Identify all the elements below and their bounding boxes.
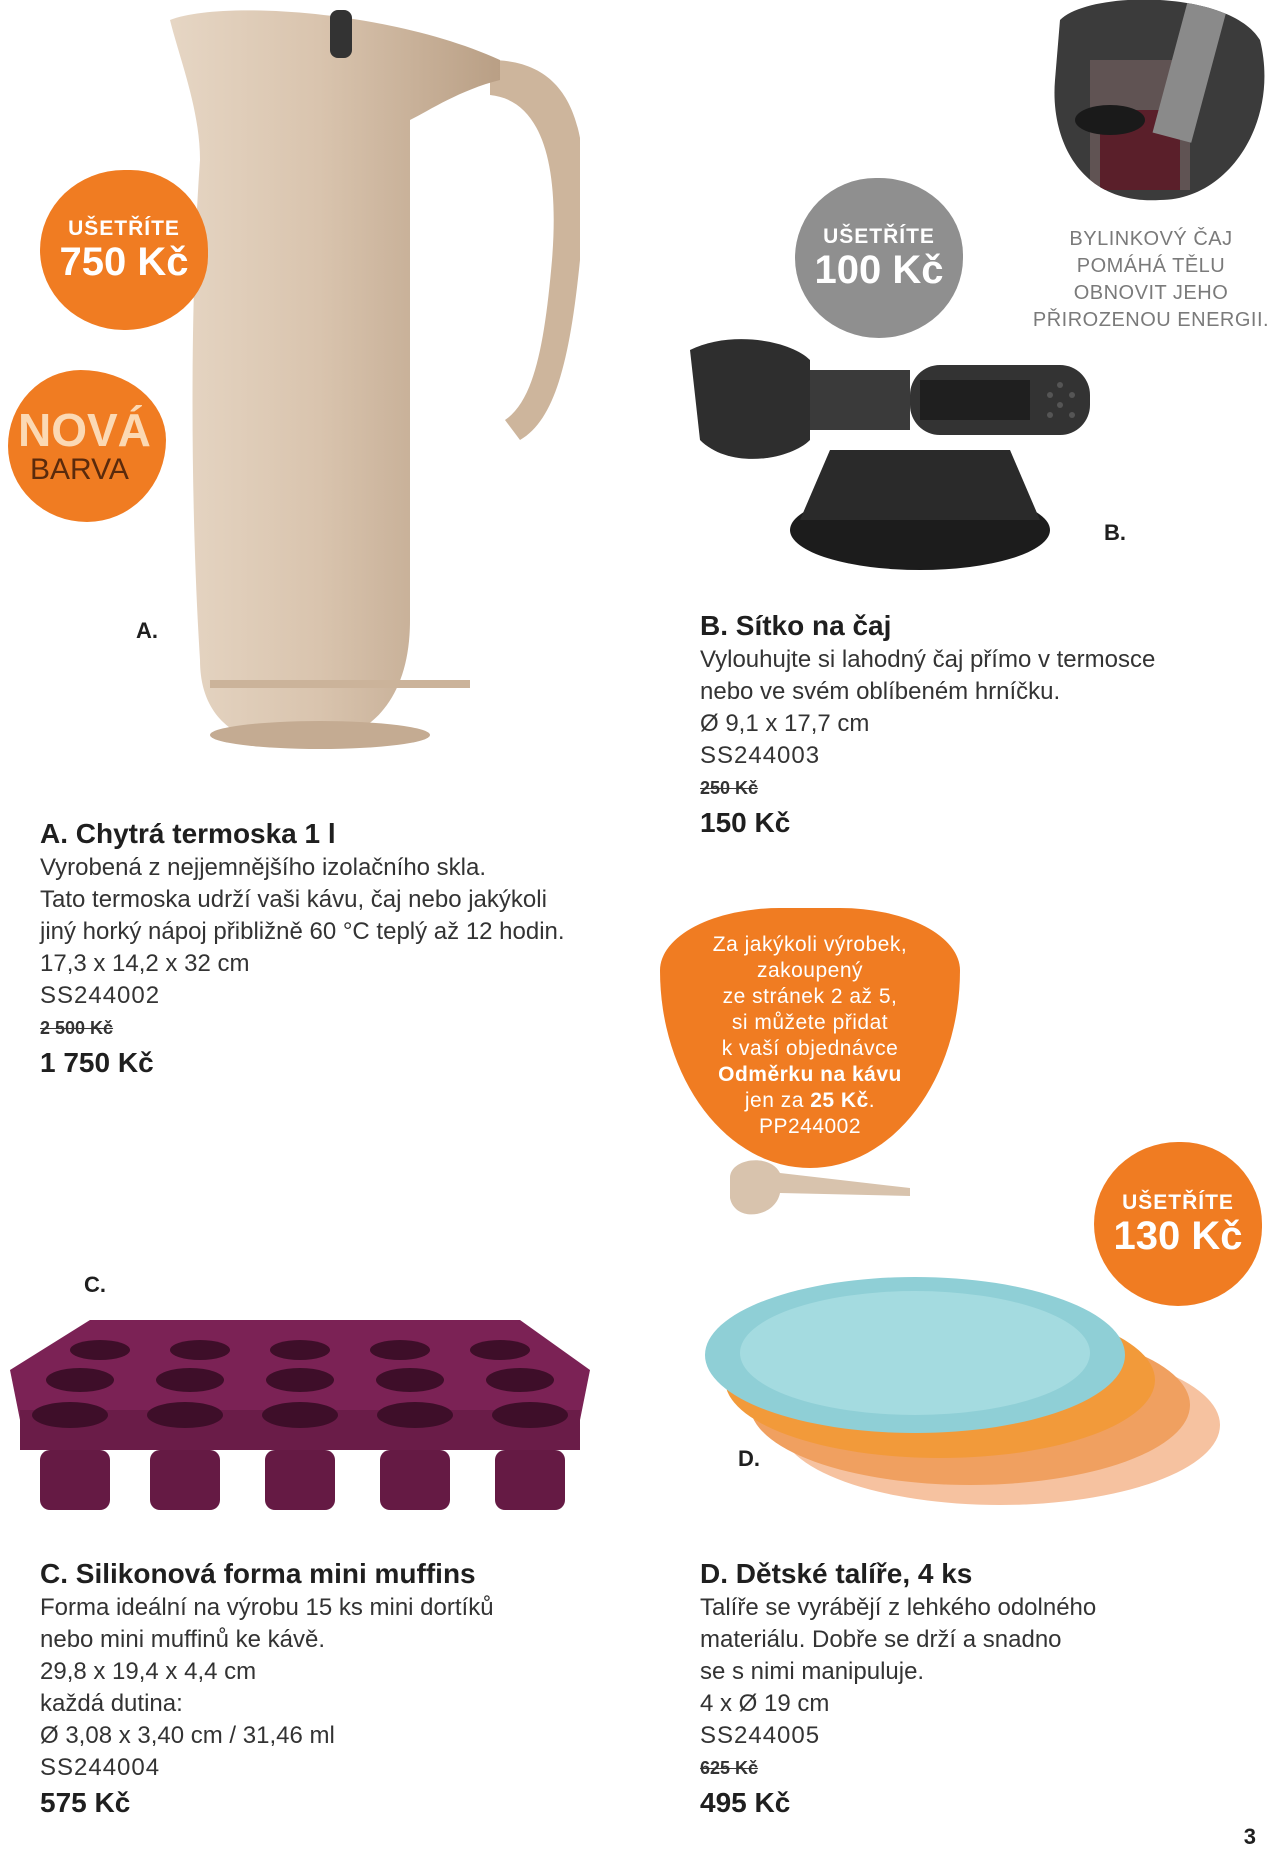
promo-offer [660, 908, 960, 1168]
product-desc-line: Talíře se vyrábějí z lehkého odolného [700, 1594, 1097, 1621]
product-price: 495 Kč [700, 1787, 791, 1818]
tea-note [1022, 226, 1280, 334]
product-desc-line: se s nimi manipuluje. [700, 1658, 925, 1685]
product-desc-line: Vyrobená z nejjemnějšího izolačního skla. [40, 854, 487, 881]
promo-code: PP244002 [758, 1115, 862, 1138]
promo-price-prefix: jen za [744, 1089, 811, 1112]
product-title: D. Dětské talíře, 4 ks [700, 1558, 973, 1589]
tea-note-line: POMÁHÁ TĚLU [1076, 255, 1226, 277]
product-desc-line: materiálu. Dobře se drží a snadno [700, 1626, 1062, 1653]
tea-note-line: BYLINKOVÝ ČAJ [1069, 228, 1233, 250]
product-old-price: 625 Kč [700, 1758, 759, 1778]
tea-photo [1050, 0, 1265, 205]
product-code: SS244003 [700, 742, 821, 769]
savings-badge-amount: 130 Kč [1113, 1214, 1243, 1258]
product-size: 4 x Ø 19 cm [700, 1690, 830, 1717]
product-code: SS244002 [40, 982, 161, 1009]
muffin-mold-image [0, 1310, 600, 1530]
promo-line: k vaší objednávce [721, 1037, 899, 1060]
promo-line: Za jakýkoli výrobek, [712, 933, 908, 956]
promo-price: 25 Kč [810, 1089, 869, 1112]
product-old-price: 2 500 Kč [40, 1018, 114, 1038]
product-price: 1 750 Kč [40, 1047, 154, 1078]
product-code: SS244005 [700, 1722, 821, 1749]
tea-strainer-image [670, 320, 1110, 580]
product-cavity-size: Ø 3,08 x 3,40 cm / 31,46 ml [40, 1722, 335, 1749]
new-color-line1: NOVÁ [18, 403, 151, 456]
product-size: Ø 9,1 x 17,7 cm [700, 710, 870, 737]
product-desc-line: jiný horký nápoj přibližně 60 °C teplý až 12 hodin. [40, 918, 565, 945]
plates-image [700, 1265, 1230, 1525]
tea-note-line: PŘIROZENOU ENERGII. [1032, 309, 1270, 331]
savings-badge-amount: 100 Kč [814, 248, 944, 292]
product-desc-line: Forma ideální na výrobu 15 ks mini dortíků [40, 1594, 494, 1621]
savings-badge-label: UŠETŘÍTE [1122, 1191, 1234, 1214]
savings-badge-label: UŠETŘÍTE [68, 217, 180, 240]
product-title: A. Chytrá termoska 1 l [40, 818, 336, 849]
label-a: A. [136, 618, 158, 643]
savings-badge-a [40, 170, 208, 330]
promo-line: si můžete přidat [731, 1011, 889, 1034]
promo-price-suffix: . [868, 1089, 876, 1112]
product-desc-line: Tato termoska udrží vaši kávu, čaj nebo jakýkoli [40, 886, 547, 913]
savings-badge-label: UŠETŘÍTE [823, 225, 935, 248]
savings-badge-b [795, 178, 963, 338]
tea-note-line: OBNOVIT JEHO [1073, 282, 1229, 304]
product-title: C. Silikonová forma mini muffins [40, 1558, 476, 1589]
product-b-info [700, 608, 1280, 842]
savings-badge-d [1094, 1142, 1262, 1306]
savings-badge-amount: 750 Kč [59, 240, 189, 284]
new-color-line2: BARVA [30, 452, 129, 486]
product-c-info [40, 1556, 660, 1822]
label-d: D. [738, 1446, 760, 1471]
product-desc-line: Vylouhujte si lahodný čaj přímo v termosce [700, 646, 1156, 673]
promo-line: zakoupený [756, 959, 864, 982]
label-b: B. [1104, 520, 1126, 545]
promo-line: ze stránek 2 až 5, [722, 985, 898, 1008]
product-desc-line: nebo mini muffinů ke kávě. [40, 1626, 326, 1653]
product-size: 17,3 x 14,2 x 32 cm [40, 950, 250, 977]
product-price: 575 Kč [40, 1787, 131, 1818]
product-price: 150 Kč [700, 807, 791, 838]
label-c: C. [84, 1272, 106, 1297]
product-old-price: 250 Kč [700, 778, 759, 798]
product-d-info [700, 1556, 1260, 1822]
product-title: B. Sítko na čaj [700, 610, 892, 641]
product-a-info [40, 816, 660, 1082]
promo-product-name: Odměrku na kávu [718, 1063, 902, 1086]
product-cavity-label: každá dutina: [40, 1690, 183, 1717]
product-size: 29,8 x 19,4 x 4,4 cm [40, 1658, 257, 1685]
product-code: SS244004 [40, 1754, 161, 1781]
thermos-image [160, 0, 580, 780]
new-color-badge [8, 370, 166, 522]
product-desc-line: nebo ve svém oblíbeném hrníčku. [700, 678, 1061, 705]
page-number: 3 [1243, 1824, 1256, 1849]
